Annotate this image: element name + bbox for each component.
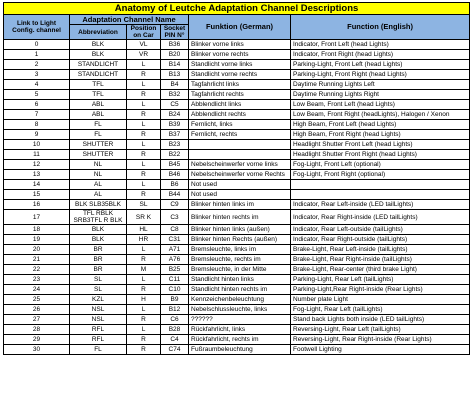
cell-link: 7 — [4, 110, 70, 120]
cell-socket-pin: B13 — [161, 70, 189, 80]
table-row — [4, 335, 470, 345]
cell-function-english: Indicator, Front Right (head Lights) — [291, 50, 470, 60]
cell-position: R — [127, 285, 161, 295]
cell-function-english: Indicator, Rear Right-inside (LED tailLights) — [291, 210, 470, 225]
cell-position: R — [127, 315, 161, 325]
cell-abbreviation: RFL — [70, 325, 127, 335]
table-row — [4, 70, 470, 80]
cell-socket-pin: B25 — [161, 265, 189, 275]
cell-socket-pin: B23 — [161, 140, 189, 150]
header-socket: Socket PIN N° — [161, 25, 189, 40]
table-row — [4, 245, 470, 255]
channel-table — [3, 2, 470, 355]
table-row — [4, 325, 470, 335]
table-row — [4, 120, 470, 130]
cell-position: SR K — [127, 210, 161, 225]
cell-funktion-german: Standlicht hinten rechts im — [189, 285, 291, 295]
cell-position: M — [127, 265, 161, 275]
cell-socket-pin: C4 — [161, 335, 189, 345]
cell-function-english: Headlight Shutter Front Right (head Lights) — [291, 150, 470, 160]
cell-abbreviation: ABL — [70, 100, 127, 110]
cell-funktion-german: Bremsleuchte, links im — [189, 245, 291, 255]
cell-socket-pin: B6 — [161, 180, 189, 190]
cell-abbreviation: BLK — [70, 40, 127, 50]
cell-funktion-german — [189, 140, 291, 150]
cell-function-english: Low Beam, Front Right (headLights), Halogen / Xenon — [291, 110, 470, 120]
table-row — [4, 150, 470, 160]
cell-function-english: High Beam, Front Left (head Lights) — [291, 120, 470, 130]
header-funktion-german: Funktion (German) — [189, 15, 291, 40]
table-row — [4, 80, 470, 90]
cell-position: R — [127, 190, 161, 200]
cell-funktion-german: Abblendlicht links — [189, 100, 291, 110]
cell-function-english: Reversing-Light, Rear Right-inside (Rear Lights) — [291, 335, 470, 345]
table-row — [4, 180, 470, 190]
cell-funktion-german: Nebelscheinwerfer vorne Rechts — [189, 170, 291, 180]
cell-socket-pin: B24 — [161, 110, 189, 120]
cell-function-english: Parking-Light, Rear Left (tailLights) — [291, 275, 470, 285]
cell-socket-pin: B9 — [161, 295, 189, 305]
cell-socket-pin: A76 — [161, 255, 189, 265]
table-row — [4, 140, 470, 150]
cell-function-english: Daytime Running Lights Left — [291, 80, 470, 90]
cell-socket-pin: B32 — [161, 90, 189, 100]
cell-position: L — [127, 305, 161, 315]
cell-abbreviation: RFL — [70, 335, 127, 345]
cell-funktion-german: Tagfahrlicht rechts — [189, 90, 291, 100]
cell-position: R — [127, 150, 161, 160]
cell-abbreviation: FL — [70, 345, 127, 355]
cell-abbreviation: STANDLICHT — [70, 60, 127, 70]
table-row — [4, 345, 470, 355]
table-body — [4, 40, 470, 355]
cell-position: R — [127, 335, 161, 345]
table-row — [4, 305, 470, 315]
header-link: Link to Light Config. channel — [4, 15, 70, 40]
cell-abbreviation: BLK — [70, 225, 127, 235]
cell-funktion-german: Not used — [189, 190, 291, 200]
table-row — [4, 40, 470, 50]
cell-socket-pin: B14 — [161, 60, 189, 70]
cell-link: 22 — [4, 265, 70, 275]
table-row — [4, 265, 470, 275]
cell-funktion-german: Rückfahrlicht, links — [189, 325, 291, 335]
table-row — [4, 255, 470, 265]
cell-socket-pin: B37 — [161, 130, 189, 140]
cell-function-english: Brake-Light, Rear Left-inside (tailLights) — [291, 245, 470, 255]
cell-link: 18 — [4, 225, 70, 235]
cell-position: HR — [127, 235, 161, 245]
cell-function-english: Number plate Light — [291, 295, 470, 305]
table-row — [4, 225, 470, 235]
table-row — [4, 235, 470, 245]
cell-abbreviation: KZL — [70, 295, 127, 305]
cell-socket-pin: C6 — [161, 315, 189, 325]
cell-abbreviation: BR — [70, 265, 127, 275]
cell-socket-pin: C3 — [161, 210, 189, 225]
cell-socket-pin: B46 — [161, 170, 189, 180]
cell-abbreviation: TFL — [70, 90, 127, 100]
cell-link: 13 — [4, 170, 70, 180]
table-row — [4, 130, 470, 140]
cell-abbreviation: NL — [70, 160, 127, 170]
cell-link: 2 — [4, 60, 70, 70]
cell-abbreviation: BLK SLB35BLK — [70, 200, 127, 210]
cell-link: 4 — [4, 80, 70, 90]
table-row — [4, 90, 470, 100]
cell-socket-pin: B12 — [161, 305, 189, 315]
cell-link: 27 — [4, 315, 70, 325]
cell-link: 21 — [4, 255, 70, 265]
table-row — [4, 275, 470, 285]
cell-socket-pin: B22 — [161, 150, 189, 160]
cell-position: L — [127, 275, 161, 285]
cell-link: 26 — [4, 305, 70, 315]
cell-socket-pin: C5 — [161, 100, 189, 110]
cell-funktion-german: Tagfahrlicht links — [189, 80, 291, 90]
cell-socket-pin: B36 — [161, 40, 189, 50]
cell-function-english: Indicator, Rear Left-inside (LED tailLights) — [291, 200, 470, 210]
cell-link: 20 — [4, 245, 70, 255]
cell-socket-pin: B4 — [161, 80, 189, 90]
cell-funktion-german: Blinker hinten Rechts (außen) — [189, 235, 291, 245]
table-row — [4, 110, 470, 120]
cell-function-english: Parking-Light,Rear Right-inside (Rear Lights) — [291, 285, 470, 295]
cell-funktion-german: Rückfahrlicht, rechts im — [189, 335, 291, 345]
cell-link: 14 — [4, 180, 70, 190]
cell-socket-pin: B45 — [161, 160, 189, 170]
cell-position: L — [127, 245, 161, 255]
cell-funktion-german: Not used — [189, 180, 291, 190]
cell-function-english: High Beam, Front Right (head Lights) — [291, 130, 470, 140]
cell-link: 24 — [4, 285, 70, 295]
cell-position: H — [127, 295, 161, 305]
cell-position: SL — [127, 200, 161, 210]
header-adaptation-channel-name: Adaptation Channel Name — [70, 15, 189, 25]
cell-function-english: Brake-Light, Rear Right-inside (tailLights) — [291, 255, 470, 265]
table-row — [4, 295, 470, 305]
cell-funktion-german: ?????? — [189, 315, 291, 325]
cell-link: 0 — [4, 40, 70, 50]
cell-socket-pin: C8 — [161, 225, 189, 235]
cell-funktion-german: Nebelschlussleuchte, links — [189, 305, 291, 315]
cell-position: R — [127, 90, 161, 100]
cell-function-english: Headlight Shutter Front Left (head Lights) — [291, 140, 470, 150]
cell-abbreviation: NSL — [70, 305, 127, 315]
cell-link: 15 — [4, 190, 70, 200]
table-row — [4, 200, 470, 210]
cell-funktion-german: Standlicht vorne links — [189, 60, 291, 70]
cell-function-english: Reversing-Light, Rear Left (tailLights) — [291, 325, 470, 335]
cell-abbreviation: FL — [70, 120, 127, 130]
cell-position: R — [127, 130, 161, 140]
table-row — [4, 315, 470, 325]
table-row — [4, 100, 470, 110]
cell-funktion-german: Blinker vorne rechts — [189, 50, 291, 60]
cell-abbreviation: BLK — [70, 50, 127, 60]
cell-link: 1 — [4, 50, 70, 60]
cell-funktion-german: Fußraumbeleuchtung — [189, 345, 291, 355]
cell-position: R — [127, 345, 161, 355]
cell-funktion-german: Bremsleuchte, in der Mitte — [189, 265, 291, 275]
cell-socket-pin: C74 — [161, 345, 189, 355]
cell-link: 9 — [4, 130, 70, 140]
cell-function-english: Daytime Running Lights Right — [291, 90, 470, 100]
cell-function-english — [291, 180, 470, 190]
cell-socket-pin: C31 — [161, 235, 189, 245]
cell-funktion-german: Kennzeichenbeleuchtung — [189, 295, 291, 305]
cell-socket-pin: B44 — [161, 190, 189, 200]
cell-funktion-german: Standlicht hinten links — [189, 275, 291, 285]
cell-link: 3 — [4, 70, 70, 80]
cell-link: 5 — [4, 90, 70, 100]
table-row — [4, 160, 470, 170]
cell-abbreviation: NL — [70, 170, 127, 180]
table-row — [4, 210, 470, 225]
cell-abbreviation: BR — [70, 245, 127, 255]
cell-link: 17 — [4, 210, 70, 225]
cell-function-english: Fog-Light, Rear Left (tailLights) — [291, 305, 470, 315]
cell-link: 8 — [4, 120, 70, 130]
cell-abbreviation: ABL — [70, 110, 127, 120]
table-row — [4, 50, 470, 60]
cell-socket-pin: C11 — [161, 275, 189, 285]
cell-funktion-german — [189, 150, 291, 160]
cell-position: L — [127, 120, 161, 130]
cell-function-english: Footwell Lighting — [291, 345, 470, 355]
cell-abbreviation: BR — [70, 255, 127, 265]
cell-link: 12 — [4, 160, 70, 170]
table-row — [4, 60, 470, 70]
header-function-english: Function (English) — [291, 15, 470, 40]
cell-function-english: Indicator, Rear Left-outside (tailLights) — [291, 225, 470, 235]
spreadsheet — [3, 2, 469, 355]
cell-link: 28 — [4, 325, 70, 335]
cell-funktion-german: Bremsleuchte, rechts im — [189, 255, 291, 265]
cell-link: 6 — [4, 100, 70, 110]
cell-funktion-german: Standlicht vorne rechts — [189, 70, 291, 80]
cell-function-english — [291, 190, 470, 200]
cell-position: R — [127, 255, 161, 265]
cell-position: R — [127, 170, 161, 180]
cell-funktion-german: Blinker hinten rechts im — [189, 210, 291, 225]
cell-funktion-german: Fernlicht, rechts — [189, 130, 291, 140]
cell-abbreviation: BLK — [70, 235, 127, 245]
cell-link: 11 — [4, 150, 70, 160]
cell-position: L — [127, 100, 161, 110]
cell-abbreviation: NSL — [70, 315, 127, 325]
cell-function-english: Indicator, Front Left (head Lights) — [291, 40, 470, 50]
cell-position: L — [127, 60, 161, 70]
cell-position: VL — [127, 40, 161, 50]
table-row — [4, 285, 470, 295]
cell-socket-pin: B39 — [161, 120, 189, 130]
cell-abbreviation: AL — [70, 180, 127, 190]
cell-function-english: Parking-Light, Front Right (head Lights) — [291, 70, 470, 80]
cell-position: L — [127, 140, 161, 150]
table-row — [4, 170, 470, 180]
cell-abbreviation: FL — [70, 130, 127, 140]
cell-function-english: Stand back Lights both inside (LED tailLights) — [291, 315, 470, 325]
cell-socket-pin: A71 — [161, 245, 189, 255]
cell-socket-pin: B28 — [161, 325, 189, 335]
cell-funktion-german: Blinker hinten links (außen) — [189, 225, 291, 235]
header-abbreviation: Abbreviation — [70, 25, 127, 40]
cell-abbreviation: AL — [70, 190, 127, 200]
cell-funktion-german: Blinker hinten links im — [189, 200, 291, 210]
cell-function-english: Fog-Light, Front Right (optional) — [291, 170, 470, 180]
cell-position: R — [127, 110, 161, 120]
cell-function-english: Parking-Light, Front Left (head Lights) — [291, 60, 470, 70]
cell-socket-pin: B20 — [161, 50, 189, 60]
cell-socket-pin: C10 — [161, 285, 189, 295]
cell-link: 19 — [4, 235, 70, 245]
cell-abbreviation: SHUTTER — [70, 140, 127, 150]
cell-position: L — [127, 180, 161, 190]
header-position: Position on Car — [127, 25, 161, 40]
cell-funktion-german: Abblendlicht rechts — [189, 110, 291, 120]
cell-funktion-german: Fernlicht, links — [189, 120, 291, 130]
cell-link: 30 — [4, 345, 70, 355]
cell-position: VR — [127, 50, 161, 60]
cell-abbreviation: TFL — [70, 80, 127, 90]
cell-function-english: Indicator, Rear Right-outside (tailLights) — [291, 235, 470, 245]
cell-abbreviation: TFL RBLK SRB3TFL R BLK — [70, 210, 127, 225]
cell-position: L — [127, 160, 161, 170]
cell-function-english: Low Beam, Front Left (head Lights) — [291, 100, 470, 110]
cell-position: L — [127, 80, 161, 90]
cell-abbreviation: SL — [70, 285, 127, 295]
cell-function-english: Fog-Light, Front Left (optional) — [291, 160, 470, 170]
cell-link: 23 — [4, 275, 70, 285]
cell-abbreviation: STANDLICHT — [70, 70, 127, 80]
cell-link: 16 — [4, 200, 70, 210]
cell-link: 25 — [4, 295, 70, 305]
cell-abbreviation: SL — [70, 275, 127, 285]
cell-funktion-german: Nebelscheinwerfer vorne links — [189, 160, 291, 170]
cell-abbreviation: SHUTTER — [70, 150, 127, 160]
cell-funktion-german: Blinker vorne links — [189, 40, 291, 50]
table-title: Anatomy of Leutche Adaptation Channel Descriptions — [4, 3, 470, 15]
cell-position: R — [127, 70, 161, 80]
table-row — [4, 190, 470, 200]
cell-socket-pin: C9 — [161, 200, 189, 210]
cell-link: 29 — [4, 335, 70, 345]
cell-position: HL — [127, 225, 161, 235]
cell-function-english: Brake-Light, Rear-center (third brake Light) — [291, 265, 470, 275]
cell-link: 10 — [4, 140, 70, 150]
cell-position: L — [127, 325, 161, 335]
